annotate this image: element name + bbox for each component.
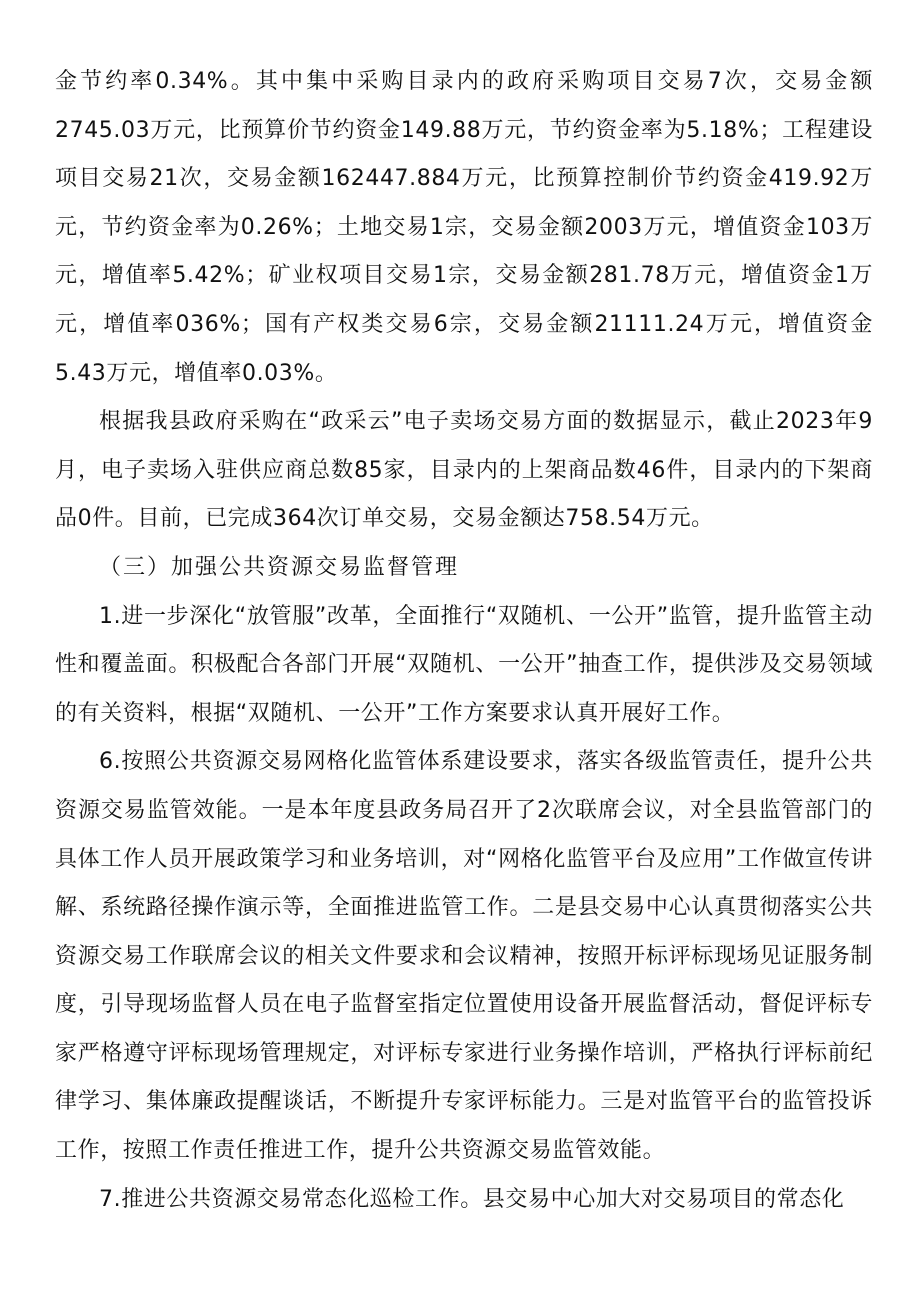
- paragraph-item-1: 1.进一步深化“放管服”改革，全面推行“双随机、一公开”监管，提升监管主动性和覆盖面。积极配合各部门开展“双随机、一公开”抽查工作，提供涉及交易领域的有关资料，根据“双随机、一公开”工作方案要求认真开展好工作。: [55, 603, 873, 726]
- paragraph-ecommerce-data: 根据我县政府采购在“政采云”电子卖场交易方面的数据显示，截止2023年9月，电子卖场入驻供应商总数85家，目录内的上架商品数46件，目录内的下架商品0件。目前，已完成364次订单交易，交易金额达758.54万元。: [55, 409, 873, 532]
- paragraph-item-7: 7.推进公共资源交易常态化巡检工作。县交易中心加大对交易项目的常态化: [99, 1186, 845, 1212]
- paragraph-item-6: 6.按照公共资源交易网格化监管体系建设要求，落实各级监管责任，提升公共资源交易监管效能。一是本年度县政务局召开了2次联席会议，对全县监管部门的具体工作人员开展政策学习和业务培训，对“网格化监管平台及应用”工作做宣传讲解、系统路径操作演示等，全面推进监管工作。二是县交易中心认真贯彻落实公共资源交易工作联席会议的相关文件要求和会议精神，按照开标评标现场见证服务制度，引导现场监督人员在电子监督室指定位置使用设备开展监督活动，督促评标专家严格遵守评标现场管理规定，对评标专家进行业务操作培训，严格执行评标前纪律学习、集体廉政提醒谈话，不断提升专家评标能力。三是对监管平台的监管投诉工作，按照工作责任推进工作，提升公共资源交易监管效能。: [55, 749, 873, 1164]
- document-body: [55, 58, 873, 1224]
- section-heading-supervision: （三）加强公共资源交易监督管理: [99, 554, 460, 580]
- paragraph-transaction-stats: 金节约率0.34%。其中集中采购目录内的政府采购项目交易7次，交易金额2745.03万元，比预算价节约资金149.88万元，节约资金率为5.18%；工程建设项目交易21次，交易金额162447.884万元，比预算控制价节约资金419.92万元，节约资金率为0.26%；土地交易1宗，交易金额2003万元，增值资金103万元，增值率5.42%；矿业权项目交易1宗，交易金额281.78万元，增值资金1万元，增值率036%；国有产权类交易6宗，交易金额21111.24万元，增值资金5.43万元，增值率0.03%。: [55, 69, 873, 386]
